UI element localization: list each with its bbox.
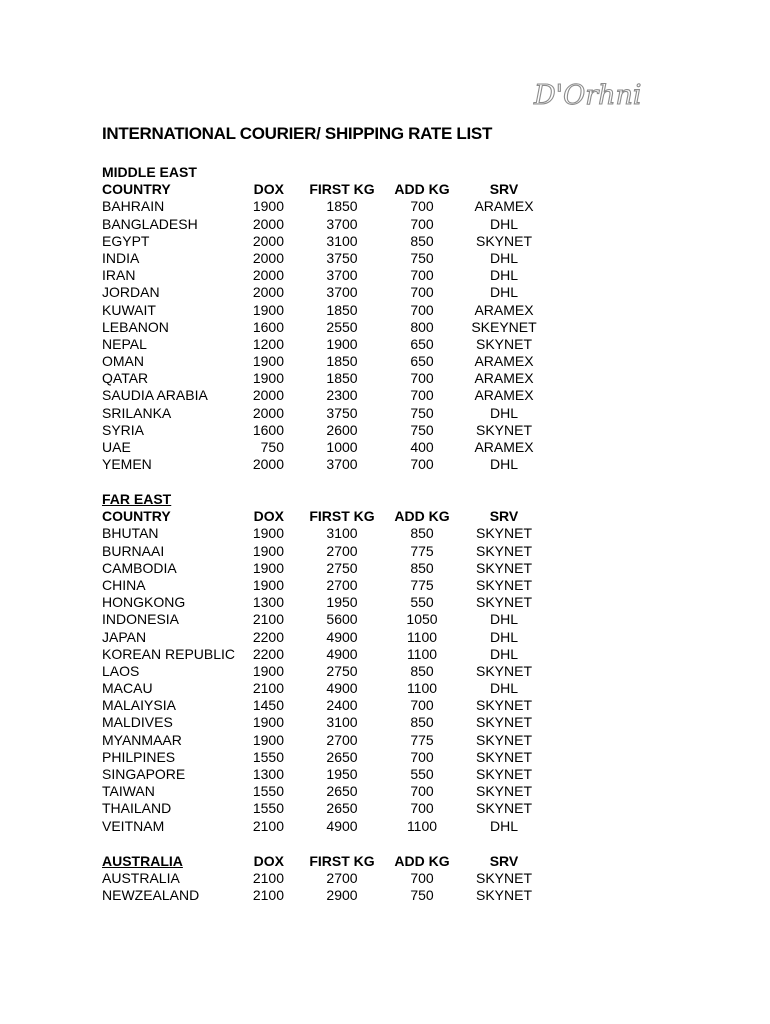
svg-text:D'Orhni: D'Orhni: [534, 80, 642, 111]
table-row: [102, 818, 562, 835]
cell-dox: 2100: [252, 870, 284, 887]
cell-country: NEPAL: [102, 335, 147, 352]
table-row: [102, 680, 562, 697]
header-add-kg: ADD KG: [394, 508, 450, 525]
cell-country: MALAIYSIA: [102, 697, 176, 714]
cell-add-kg: 700: [410, 870, 434, 887]
cell-country: QATAR: [102, 370, 149, 387]
cell-srv: SKYNET: [475, 697, 532, 714]
cell-dox: 2000: [252, 284, 284, 301]
cell-country: SINGAPORE: [102, 766, 186, 782]
cell-add-kg: 1100: [406, 680, 438, 697]
cell-srv: SKEYNET: [471, 318, 537, 335]
cell-add-kg: 1100: [406, 817, 438, 834]
cell-add-kg: 850: [410, 232, 434, 249]
table-row: [102, 629, 562, 646]
table-row: [102, 577, 562, 594]
cell-srv: SKYNET: [475, 594, 532, 611]
cell-add-kg: 800: [410, 318, 434, 335]
cell-add-kg: 850: [410, 662, 434, 679]
cell-dox: 1900: [252, 731, 284, 748]
cell-country: OMAN: [102, 353, 144, 370]
header-add-kg: ADD KG: [394, 853, 450, 869]
cell-add-kg: 700: [410, 697, 434, 714]
header-dox: DOX: [253, 181, 284, 198]
cell-country: BANGLADESH: [102, 215, 198, 232]
table-row: [102, 284, 562, 301]
table-row: [102, 233, 562, 250]
table-row: [102, 422, 562, 439]
cell-first-kg: 2650: [326, 748, 358, 765]
cell-srv: DHL: [489, 267, 518, 284]
section-title: MIDDLE EAST: [102, 164, 197, 180]
table-row: [102, 387, 562, 404]
section-title-row: [102, 164, 562, 181]
cell-first-kg: 2400: [326, 697, 358, 714]
cell-srv: SKYNET: [475, 766, 532, 782]
cell-first-kg: 1850: [326, 301, 358, 318]
cell-country: UAE: [102, 439, 131, 455]
table-row: [102, 646, 562, 663]
header-country: COUNTRY: [102, 508, 171, 525]
cell-first-kg: 5600: [326, 611, 358, 628]
cell-dox: 1900: [252, 198, 284, 215]
table-row: [102, 783, 562, 800]
cell-dox: 2000: [252, 215, 284, 232]
cell-srv: DHL: [489, 284, 518, 301]
cell-srv: DHL: [489, 680, 518, 697]
table-row: [102, 439, 562, 456]
table-row: [102, 198, 562, 215]
cell-add-kg: 700: [410, 456, 434, 473]
cell-first-kg: 4900: [326, 817, 358, 834]
section-title: AUSTRALIA: [102, 853, 183, 869]
cell-add-kg: 700: [410, 370, 434, 387]
table-row: [102, 611, 562, 628]
cell-country: KOREAN REPUBLIC: [102, 645, 236, 662]
section-title: FAR EAST: [102, 491, 172, 507]
cell-dox: 2000: [252, 387, 284, 404]
header-dox: DOX: [253, 853, 284, 869]
cell-first-kg: 1850: [326, 198, 358, 215]
cell-dox: 1900: [252, 353, 284, 370]
cell-add-kg: 1050: [406, 611, 438, 628]
cell-srv: ARAMEX: [474, 353, 534, 370]
table-row: [102, 267, 562, 284]
cell-srv: DHL: [489, 456, 518, 473]
cell-srv: SKYNET: [475, 662, 532, 679]
cell-srv: ARAMEX: [474, 301, 534, 318]
table-row: [102, 766, 562, 783]
table-row: [102, 560, 562, 577]
cell-first-kg: 1900: [326, 335, 358, 352]
table-row: [102, 870, 562, 887]
cell-add-kg: 700: [410, 800, 434, 817]
cell-add-kg: 775: [410, 576, 434, 593]
cell-srv: DHL: [489, 817, 518, 834]
cell-add-kg: 400: [410, 439, 434, 455]
cell-first-kg: 3100: [326, 714, 358, 731]
cell-srv: DHL: [489, 645, 518, 662]
cell-first-kg: 3100: [326, 232, 358, 249]
cell-dox: 1550: [252, 800, 284, 817]
cell-add-kg: 775: [410, 731, 434, 748]
cell-first-kg: 2650: [326, 783, 358, 800]
table-row: [102, 800, 562, 817]
header-srv: SRV: [489, 853, 519, 869]
cell-country: JAPAN: [102, 628, 147, 645]
cell-dox: 1900: [252, 662, 284, 679]
cell-srv: ARAMEX: [474, 370, 534, 387]
cell-add-kg: 550: [410, 594, 434, 611]
cell-country: MACAU: [102, 680, 153, 697]
table-row: [102, 697, 562, 714]
cell-first-kg: 1850: [326, 370, 358, 387]
column-header-row: [102, 508, 562, 525]
cell-dox: 1550: [252, 748, 284, 765]
cell-country: BURNAAI: [102, 542, 165, 559]
cell-dox: 2000: [252, 232, 284, 249]
cell-dox: 1900: [252, 542, 284, 559]
cell-dox: 1600: [252, 421, 284, 438]
cell-first-kg: 1000: [326, 439, 358, 455]
cell-dox: 1300: [252, 766, 284, 782]
cell-dox: 1900: [252, 301, 284, 318]
cell-srv: SKYNET: [475, 748, 532, 765]
cell-add-kg: 750: [410, 404, 434, 421]
cell-add-kg: 700: [410, 387, 434, 404]
cell-country: LAOS: [102, 662, 140, 679]
cell-country: MYANMAAR: [102, 731, 182, 748]
header-first-kg: FIRST KG: [309, 508, 375, 525]
cell-first-kg: 2600: [326, 421, 358, 438]
cell-srv: DHL: [489, 628, 518, 645]
table-row: [102, 336, 562, 353]
cell-country: JORDAN: [102, 284, 160, 301]
table-row: [102, 250, 562, 267]
cell-srv: ARAMEX: [474, 439, 534, 455]
cell-country: SAUDIA ARABIA: [102, 387, 208, 404]
cell-first-kg: 3700: [326, 215, 358, 232]
rate-rows: [102, 198, 562, 473]
cell-country: THAILAND: [102, 800, 172, 817]
table-row: [102, 525, 562, 542]
section-far-east: [102, 491, 562, 835]
cell-srv: SKYNET: [475, 559, 532, 576]
cell-dox: 2200: [252, 645, 284, 662]
cell-add-kg: 700: [410, 284, 434, 301]
cell-srv: DHL: [489, 249, 518, 266]
cell-srv: SKYNET: [475, 576, 532, 593]
column-header-row: [102, 181, 562, 198]
cell-dox: 1550: [252, 783, 284, 800]
cell-dox: 1900: [252, 559, 284, 576]
cell-first-kg: 2300: [326, 387, 358, 404]
cell-country: SRILANKA: [102, 404, 172, 421]
table-row: [102, 353, 562, 370]
column-header-row: [102, 853, 562, 870]
cell-country: VEITNAM: [102, 817, 165, 834]
cell-country: BHUTAN: [102, 525, 159, 542]
cell-srv: DHL: [489, 611, 518, 628]
cell-srv: DHL: [489, 404, 518, 421]
cell-srv: SKYNET: [475, 887, 532, 904]
table-row: [102, 456, 562, 473]
table-row: [102, 714, 562, 731]
cell-dox: 1900: [252, 714, 284, 731]
cell-add-kg: 650: [410, 353, 434, 370]
header-first-kg: FIRST KG: [309, 853, 375, 869]
document-title: INTERNATIONAL COURIER/ SHIPPING RATE LIST: [102, 124, 493, 143]
cell-first-kg: 2550: [326, 318, 358, 335]
cell-srv: DHL: [489, 215, 518, 232]
cell-srv: SKYNET: [475, 731, 532, 748]
cell-first-kg: 3700: [326, 456, 358, 473]
cell-add-kg: 850: [410, 525, 434, 542]
section-title-row: [102, 491, 562, 508]
cell-first-kg: 4900: [326, 645, 358, 662]
cell-dox: 2100: [252, 817, 284, 834]
cell-first-kg: 3700: [326, 284, 358, 301]
cell-add-kg: 700: [410, 267, 434, 284]
cell-first-kg: 1950: [326, 594, 358, 611]
cell-add-kg: 850: [410, 559, 434, 576]
cell-country: IRAN: [102, 267, 136, 284]
cell-dox: 1900: [252, 576, 284, 593]
cell-srv: SKYNET: [475, 335, 532, 352]
table-row: [102, 749, 562, 766]
cell-add-kg: 650: [410, 335, 434, 352]
cell-country: MALDIVES: [102, 714, 173, 731]
header-dox: DOX: [253, 508, 284, 525]
cell-country: INDIA: [102, 249, 140, 266]
cell-add-kg: 775: [410, 542, 434, 559]
cell-dox: 750: [260, 439, 284, 455]
cell-first-kg: 3100: [326, 525, 358, 542]
cell-add-kg: 700: [410, 215, 434, 232]
cell-add-kg: 1100: [406, 628, 438, 645]
cell-dox: 2000: [252, 404, 284, 421]
cell-first-kg: 1850: [326, 353, 358, 370]
cell-country: TAIWAN: [102, 783, 155, 800]
cell-srv: ARAMEX: [474, 198, 534, 215]
cell-add-kg: 1100: [406, 645, 438, 662]
cell-first-kg: 3700: [326, 267, 358, 284]
cell-add-kg: 700: [410, 198, 434, 215]
cell-dox: 2100: [252, 611, 284, 628]
cell-srv: SKYNET: [475, 800, 532, 817]
section-middle-east: [102, 164, 562, 473]
logo-script-mark: [532, 76, 642, 116]
cell-add-kg: 700: [410, 783, 434, 800]
rate-rows: [102, 525, 562, 834]
cell-add-kg: 750: [410, 887, 434, 904]
cell-srv: SKYNET: [475, 870, 532, 887]
table-row: [102, 405, 562, 422]
cell-dox: 2100: [252, 887, 284, 904]
section-australia: [102, 853, 562, 905]
cell-dox: 2000: [252, 456, 284, 473]
cell-country: BAHRAIN: [102, 198, 165, 215]
header-srv: SRV: [489, 508, 519, 525]
cell-country: NEWZEALAND: [102, 887, 200, 904]
cell-add-kg: 700: [410, 748, 434, 765]
cell-srv: SKYNET: [475, 421, 532, 438]
cell-country: CAMBODIA: [102, 559, 177, 576]
header-first-kg: FIRST KG: [309, 181, 375, 198]
cell-add-kg: 550: [410, 766, 434, 782]
cell-first-kg: 3750: [326, 404, 358, 421]
header-srv: SRV: [489, 181, 519, 198]
table-row: [102, 302, 562, 319]
table-row: [102, 319, 562, 336]
cell-srv: SKYNET: [475, 525, 532, 542]
cell-first-kg: 3750: [326, 249, 358, 266]
cell-first-kg: 2700: [326, 576, 358, 593]
cell-dox: 2200: [252, 628, 284, 645]
cell-country: HONGKONG: [102, 594, 186, 611]
cell-first-kg: 2750: [326, 662, 358, 679]
cell-country: LEBANON: [102, 318, 169, 335]
table-row: [102, 663, 562, 680]
cell-country: SYRIA: [102, 421, 145, 438]
header-add-kg: ADD KG: [394, 181, 450, 198]
cell-dox: 2000: [252, 267, 284, 284]
cell-dox: 1450: [252, 697, 284, 714]
cell-srv: ARAMEX: [474, 387, 534, 404]
cell-srv: SKYNET: [475, 542, 532, 559]
cell-first-kg: 2700: [326, 731, 358, 748]
cell-srv: SKYNET: [475, 232, 532, 249]
cell-country: KUWAIT: [102, 301, 156, 318]
table-row: [102, 594, 562, 611]
cell-first-kg: 2650: [326, 800, 358, 817]
rate-rows: [102, 870, 562, 904]
cell-dox: 1200: [252, 335, 284, 352]
header-country: COUNTRY: [102, 181, 171, 198]
cell-country: EGYPT: [102, 232, 150, 249]
cell-country: PHILPINES: [102, 748, 176, 765]
cell-dox: 1300: [252, 594, 284, 611]
cell-country: INDONESIA: [102, 611, 180, 628]
cell-first-kg: 2900: [326, 887, 358, 904]
table-row: [102, 216, 562, 233]
cell-first-kg: 1950: [326, 766, 358, 782]
cell-country: CHINA: [102, 576, 146, 593]
cell-country: YEMEN: [102, 456, 152, 473]
table-row: [102, 370, 562, 387]
cell-add-kg: 750: [410, 421, 434, 438]
cell-srv: SKYNET: [475, 783, 532, 800]
cell-first-kg: 4900: [326, 680, 358, 697]
table-row: [102, 887, 562, 904]
brand-logo: [532, 76, 642, 116]
cell-srv: SKYNET: [475, 714, 532, 731]
cell-first-kg: 2750: [326, 559, 358, 576]
cell-dox: 1900: [252, 525, 284, 542]
cell-add-kg: 850: [410, 714, 434, 731]
cell-country: AUSTRALIA: [102, 870, 180, 887]
cell-dox: 1600: [252, 318, 284, 335]
cell-dox: 2000: [252, 249, 284, 266]
cell-dox: 1900: [252, 370, 284, 387]
cell-add-kg: 700: [410, 301, 434, 318]
cell-add-kg: 750: [410, 249, 434, 266]
cell-first-kg: 2700: [326, 870, 358, 887]
cell-dox: 2100: [252, 680, 284, 697]
cell-first-kg: 2700: [326, 542, 358, 559]
cell-first-kg: 4900: [326, 628, 358, 645]
table-row: [102, 732, 562, 749]
table-row: [102, 543, 562, 560]
